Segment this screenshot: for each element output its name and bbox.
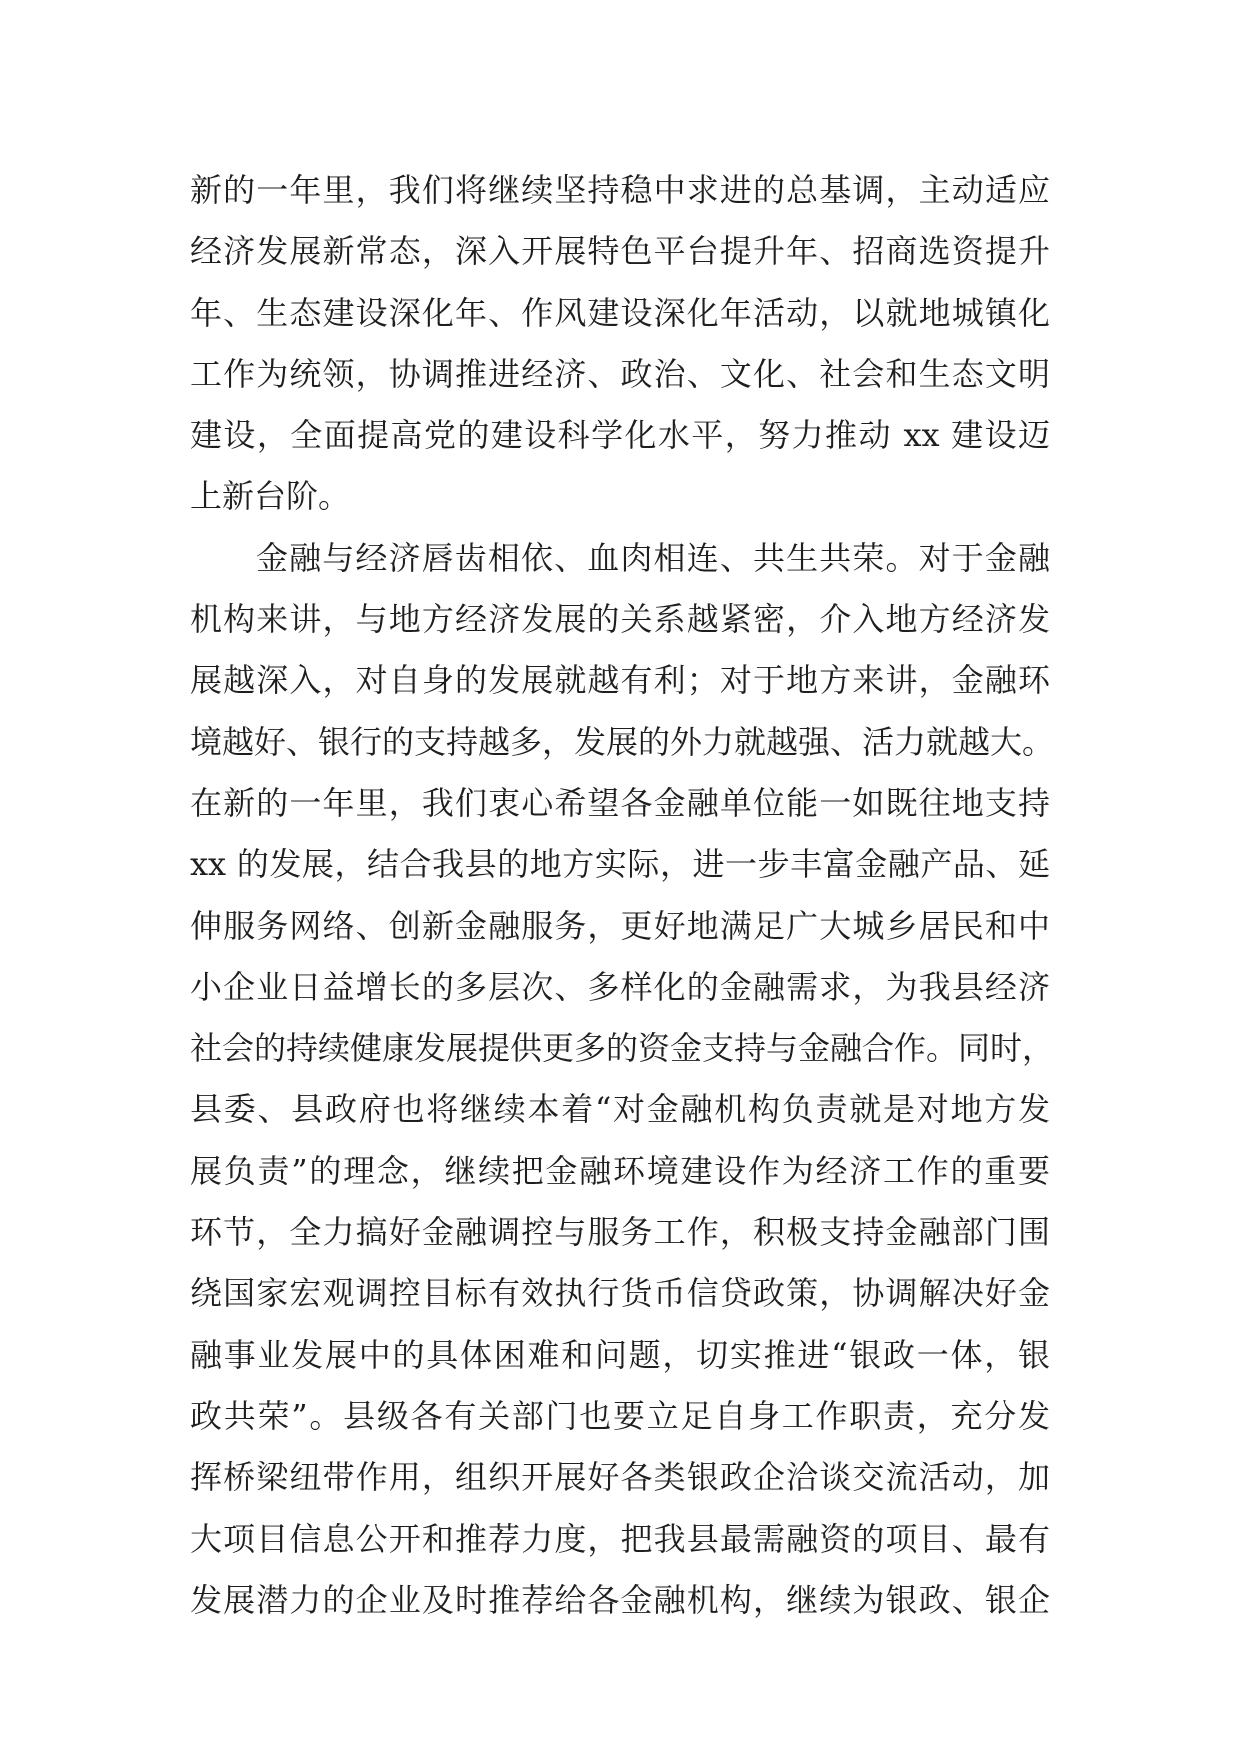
text-line: 境越好、银行的支持越多，发展的外力就越强、活力就越大。 [190,722,1055,761]
text-line: 发展潜力的企业及时推荐给各金融机构，继续为银政、银企 [190,1580,1050,1619]
document-body [190,160,1055,1631]
text-line: 挥桥梁纽带作用，组织开展好各类银政企洽谈交流活动，加 [190,1458,1050,1497]
text-line: 展负责”的理念，继续把金融环境建设作为经济工作的重要 [190,1151,1050,1190]
text-line: 经济发展新常态，深入开展特色平台提升年、招商选资提升 [190,232,1050,271]
text-line: 小企业日益增长的多层次、多样化的金融需求，为我县经济 [190,967,1050,1006]
text-line: 在新的一年里，我们衷心希望各金融单位能一如既往地支持 [190,783,1050,822]
text-line: 建设，全面提高党的建设科学化水平，努力推动 xx 建设迈 [190,416,1050,455]
text-line: 融事业发展中的具体困难和问题，切实推进“银政一体，银 [190,1335,1050,1374]
text-line: 机构来讲，与地方经济发展的关系越紧密，介入地方经济发 [190,600,1050,639]
text-line: 新的一年里，我们将继续坚持稳中求进的总基调，主动适应 [190,171,1050,209]
text-line: 环节，全力搞好金融调控与服务工作，积极支持金融部门围 [190,1213,1050,1252]
text-line: 县委、县政府也将继续本着“对金融机构负责就是对地方发 [190,1090,1050,1129]
paragraph-1 [190,160,1050,528]
text-line: 政共荣”。县级各有关部门也要立足自身工作职责，充分发 [190,1396,1050,1435]
text-line: 绕国家宏观调控目标有效执行货币信贷政策，协调解决好金 [190,1274,1050,1313]
text-line: 金融与经济唇齿相依、血肉相连、共生共荣。对于金融 [256,538,1050,577]
text-line: 工作为统领，协调推进经济、政治、文化、社会和生态文明 [190,354,1050,393]
text-line: 大项目信息公开和推荐力度，把我县最需融资的项目、最有 [190,1519,1050,1558]
text-line: 年、生态建设深化年、作风建设深化年活动，以就地城镇化 [190,293,1050,332]
paragraph-2 [190,528,1055,1631]
text-line: 伸服务网络、创新金融服务，更好地满足广大城乡居民和中 [190,906,1050,945]
text-line: 社会的持续健康发展提供更多的资金支持与金融合作。同时， [190,1029,1055,1068]
text-line: 展越深入，对自身的发展就越有利；对于地方来讲，金融环 [190,661,1050,700]
text-line: xx 的发展，结合我县的地方实际，进一步丰富金融产品、延 [190,845,1050,884]
text-line: 上新台阶。 [190,477,351,516]
